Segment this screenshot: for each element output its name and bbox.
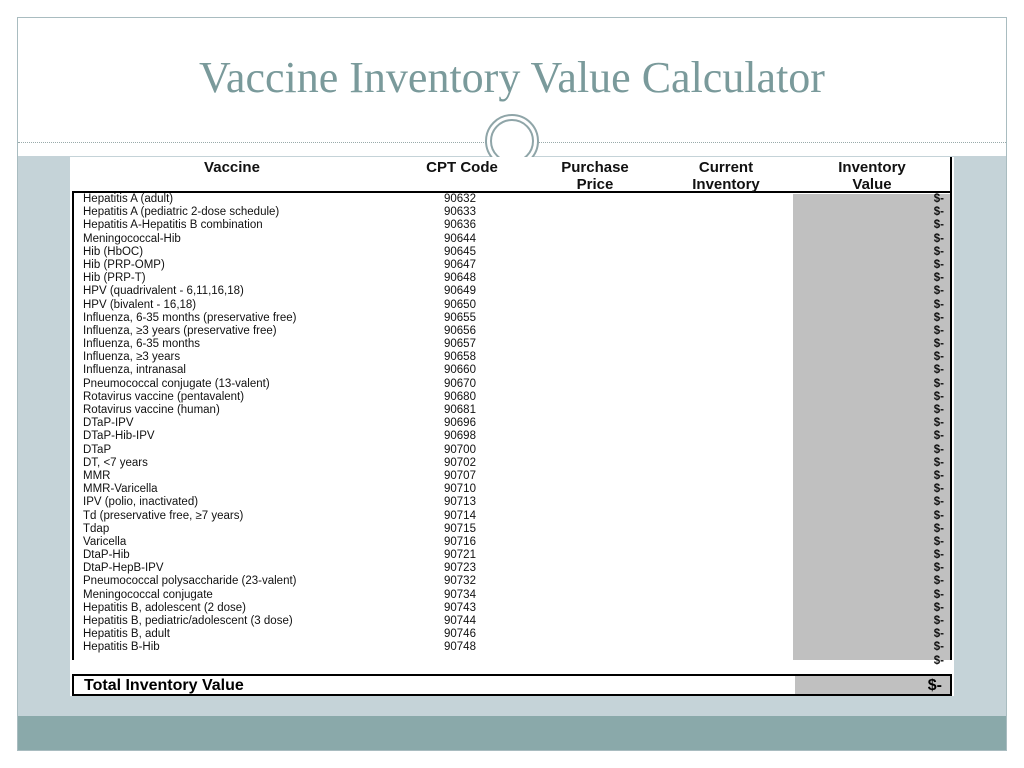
table-row <box>70 364 950 377</box>
cpt-code: 90655 <box>444 311 476 324</box>
table-row <box>70 575 950 588</box>
cpt-code: 90710 <box>444 483 476 496</box>
vaccine-name: Hib (HbOC) <box>83 245 144 258</box>
vaccine-name: Meningococcal conjugate <box>83 588 213 601</box>
cpt-code: 90707 <box>444 469 476 482</box>
footer-band <box>18 716 1006 750</box>
table-row <box>70 378 950 391</box>
vaccine-name: DT, <7 years <box>83 456 148 469</box>
total-row <box>72 674 952 696</box>
table-row <box>70 655 950 668</box>
table-row <box>70 325 950 338</box>
cpt-code: 90658 <box>444 351 476 364</box>
inventory-value: $- <box>933 496 944 509</box>
right-border <box>950 157 952 660</box>
inventory-value: $- <box>933 443 944 456</box>
inventory-value: $- <box>933 364 944 377</box>
inventory-value: $- <box>933 588 944 601</box>
vaccine-name: Hepatitis A (pediatric 2-dose schedule) <box>83 206 280 219</box>
cpt-code: 90644 <box>444 232 476 245</box>
total-value: $- <box>927 677 942 694</box>
table-row <box>70 602 950 615</box>
cpt-code: 90660 <box>444 364 476 377</box>
cpt-code: 90657 <box>444 338 476 351</box>
cpt-code: 90648 <box>444 272 476 285</box>
label: Current <box>698 159 754 176</box>
inventory-value: $- <box>933 351 944 364</box>
cpt-code: 90670 <box>444 377 476 390</box>
vaccine-name: Rotavirus vaccine (human) <box>83 404 220 416</box>
table-row <box>70 628 950 641</box>
vaccine-name: Td (preservative free, ≥7 years) <box>83 509 244 522</box>
inventory-value: $- <box>933 417 944 430</box>
label: Inventory <box>838 159 906 176</box>
label: Purchase <box>561 159 629 176</box>
vaccine-name: DTaP-IPV <box>83 417 134 430</box>
label: Inventory <box>692 176 760 193</box>
inventory-value: $- <box>933 219 944 232</box>
inventory-value: $- <box>933 628 944 641</box>
vaccine-name: Hepatitis B, pediatric/adolescent (3 dose) <box>83 615 293 627</box>
cpt-code: 90743 <box>444 601 476 614</box>
cpt-code: 90656 <box>444 324 476 337</box>
vaccine-name: IPV (polio, inactivated) <box>83 496 199 509</box>
inventory-value: $- <box>933 298 944 311</box>
vaccine-name: Influenza, 6-35 months <box>83 338 200 351</box>
inventory-table <box>70 157 954 696</box>
cpt-code: 90650 <box>444 298 476 311</box>
inventory-value: $- <box>933 272 944 285</box>
table-header <box>72 157 952 193</box>
inventory-value: $- <box>933 311 944 324</box>
table-row <box>70 259 950 272</box>
cpt-code: 90680 <box>444 390 476 403</box>
table-row <box>70 391 950 404</box>
vaccine-name: DtaP-HepB-IPV <box>83 562 164 575</box>
header-cpt: CPT Code <box>426 159 498 176</box>
table-row <box>70 549 950 562</box>
table-row <box>70 523 950 536</box>
table-row <box>70 206 950 219</box>
vaccine-name: MMR <box>83 469 111 482</box>
total-label: Total Inventory Value <box>84 677 244 694</box>
table-row <box>70 430 950 443</box>
inventory-value: $- <box>933 575 944 588</box>
table-row <box>70 285 950 298</box>
inventory-value: $- <box>933 549 944 562</box>
inventory-value: $- <box>933 232 944 245</box>
table-row <box>70 589 950 602</box>
inventory-value: $- <box>933 245 944 258</box>
inventory-value: $- <box>933 390 944 403</box>
inventory-value: $- <box>933 654 944 667</box>
inventory-value: $- <box>933 601 944 614</box>
vaccine-name: Hepatitis B, adolescent (2 dose) <box>83 601 247 614</box>
table-row <box>70 536 950 549</box>
table-row <box>70 444 950 457</box>
table-row <box>70 299 950 312</box>
vaccine-name: Hepatitis B, adult <box>83 628 170 641</box>
inventory-value: $- <box>933 641 944 654</box>
table-row <box>70 562 950 575</box>
vaccine-name: Varicella <box>83 535 127 548</box>
table-row <box>70 470 950 483</box>
table-row <box>70 496 950 509</box>
inventory-value: $- <box>933 615 944 627</box>
cpt-code: 90734 <box>444 588 476 601</box>
inventory-value: $- <box>933 338 944 351</box>
cpt-code: 90681 <box>444 404 476 416</box>
cpt-code: 90649 <box>444 285 476 298</box>
cpt-code: 90633 <box>444 206 476 219</box>
cpt-code: 90746 <box>444 628 476 641</box>
label: Price <box>576 176 614 193</box>
vaccine-name: Meningococcal-Hib <box>83 232 181 245</box>
header-purchase-price <box>535 159 655 193</box>
inventory-value: $- <box>933 456 944 469</box>
vaccine-name: Influenza, ≥3 years <box>83 351 181 364</box>
cpt-code: 90696 <box>444 417 476 430</box>
inventory-value: $- <box>933 430 944 443</box>
cpt-code: 90632 <box>444 193 476 205</box>
total-fill <box>795 676 950 694</box>
inventory-value: $- <box>933 285 944 298</box>
table-row <box>70 338 950 351</box>
slide-title: Vaccine Inventory Value Calculator <box>199 53 825 102</box>
table-row <box>70 483 950 496</box>
vaccine-name: Tdap <box>83 522 110 535</box>
vaccine-name: DTaP <box>83 443 112 456</box>
cpt-code: 90702 <box>444 456 476 469</box>
cpt-code: 90700 <box>444 443 476 456</box>
vaccine-name: Hepatitis B-Hib <box>83 641 160 654</box>
table-row <box>70 641 950 654</box>
cpt-code: 90714 <box>444 509 476 522</box>
cpt-code: 90715 <box>444 522 476 535</box>
vaccine-name: HPV (quadrivalent - 6,11,16,18) <box>83 285 244 298</box>
inventory-value: $- <box>933 469 944 482</box>
table-row <box>70 457 950 470</box>
vaccine-name: Hepatitis A (adult) <box>83 193 174 205</box>
table-row <box>70 246 950 259</box>
cpt-code: 90647 <box>444 258 476 271</box>
vaccine-name: HPV (bivalent - 16,18) <box>83 298 197 311</box>
inventory-value: $- <box>933 509 944 522</box>
header-current-inventory <box>666 159 786 193</box>
vaccine-name: Influenza, intranasal <box>83 364 186 377</box>
vaccine-name: Influenza, ≥3 years (preservative free) <box>83 324 277 337</box>
vaccine-name: DtaP-Hib <box>83 549 130 562</box>
header-vaccine: Vaccine <box>204 159 260 176</box>
vaccine-name: MMR-Varicella <box>83 483 158 496</box>
vaccine-name: Pneumococcal conjugate (13-valent) <box>83 377 270 390</box>
table-row <box>70 272 950 285</box>
inventory-value: $- <box>933 404 944 416</box>
cpt-code: 90744 <box>444 615 476 627</box>
cpt-code: 90716 <box>444 535 476 548</box>
inventory-value: $- <box>933 522 944 535</box>
inventory-value: $- <box>933 483 944 496</box>
label: Value <box>852 176 892 193</box>
inventory-value: $- <box>933 324 944 337</box>
cpt-code: 90748 <box>444 641 476 654</box>
table-row <box>70 510 950 523</box>
table-row <box>70 351 950 364</box>
inventory-value: $- <box>933 193 944 205</box>
table-row <box>70 312 950 325</box>
table-row <box>70 417 950 430</box>
table-row <box>70 233 950 246</box>
table-row <box>70 615 950 628</box>
inventory-value: $- <box>933 562 944 575</box>
table-body <box>70 193 950 668</box>
table-row <box>70 404 950 417</box>
cpt-code: 90713 <box>444 496 476 509</box>
vaccine-name: Hib (PRP-T) <box>83 272 146 285</box>
inventory-value: $- <box>933 377 944 390</box>
table-row <box>70 193 950 206</box>
cpt-code: 90636 <box>444 219 476 232</box>
vaccine-name: Rotavirus vaccine (pentavalent) <box>83 390 245 403</box>
inventory-value: $- <box>933 206 944 219</box>
inventory-value: $- <box>933 258 944 271</box>
cpt-code: 90723 <box>444 562 476 575</box>
vaccine-name: Hib (PRP-OMP) <box>83 258 165 271</box>
vaccine-name: Pneumococcal polysaccharide (23-valent) <box>83 575 297 588</box>
header-inventory-value <box>812 159 932 193</box>
cpt-code: 90721 <box>444 549 476 562</box>
table-row <box>70 219 950 232</box>
vaccine-name: DTaP-Hib-IPV <box>83 430 155 443</box>
vaccine-name: Influenza, 6-35 months (preservative free) <box>83 311 297 324</box>
inventory-value: $- <box>933 535 944 548</box>
vaccine-name: Hepatitis A-Hepatitis B combination <box>83 219 263 232</box>
cpt-code: 90732 <box>444 575 476 588</box>
cpt-code: 90698 <box>444 430 476 443</box>
cpt-code: 90645 <box>444 245 476 258</box>
